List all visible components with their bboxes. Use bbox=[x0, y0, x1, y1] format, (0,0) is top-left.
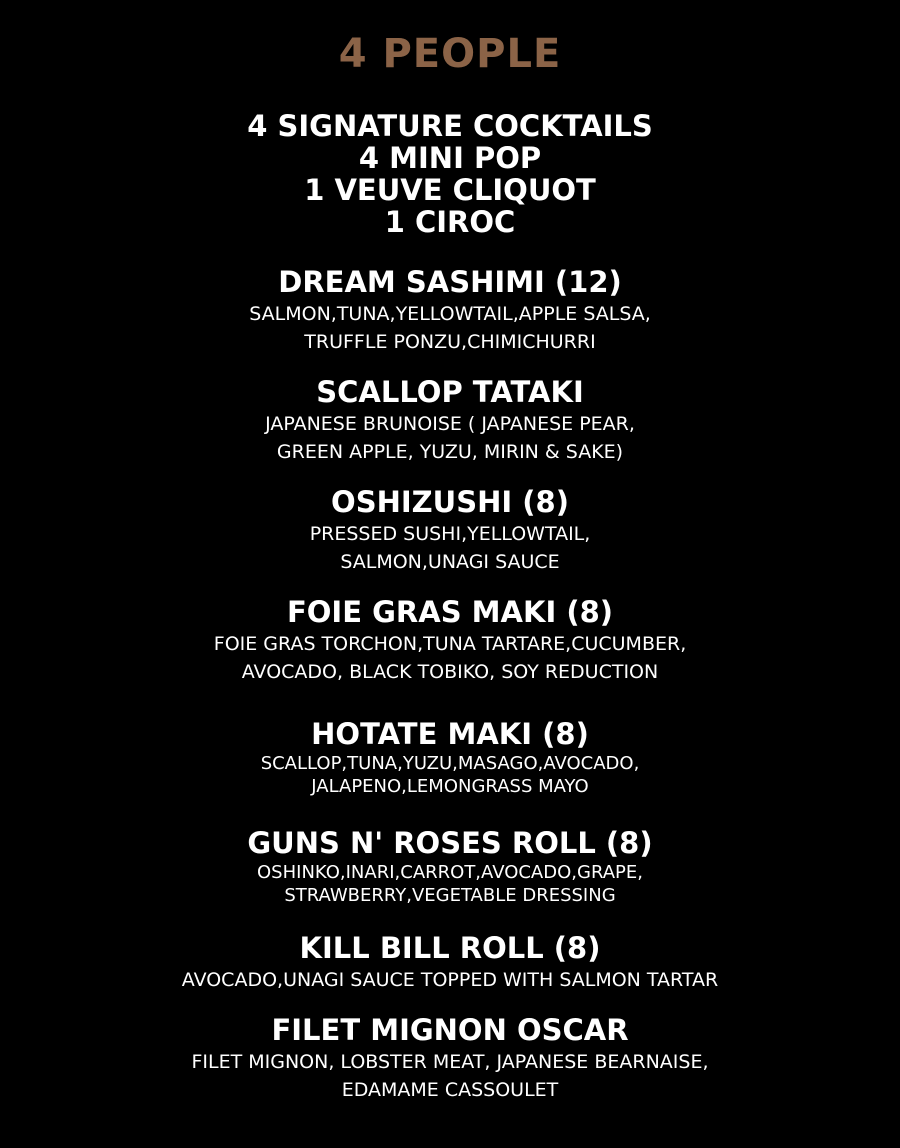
dish-guns-n-roses-roll bbox=[0, 825, 900, 907]
dish-name: GUNS N' ROSES ROLL (8) bbox=[247, 826, 653, 860]
dish-kill-bill-roll bbox=[0, 930, 900, 994]
dish-description: SALMON,UNAGI SAUCE bbox=[340, 551, 560, 573]
page-title: 4 PEOPLE bbox=[338, 31, 562, 77]
dish-description: GREEN APPLE, YUZU, MIRIN & SAKE) bbox=[276, 441, 624, 463]
drink-item: 4 MINI POP bbox=[358, 141, 542, 175]
dish-description: SCALLOP,TUNA,YUZU,MASAGO,AVOCADO, bbox=[260, 753, 640, 774]
drink-item: 1 CIROC bbox=[384, 205, 516, 239]
dish-name: SCALLOP TATAKI bbox=[316, 375, 584, 409]
dish-name: KILL BILL ROLL (8) bbox=[299, 931, 601, 965]
dish-description: JALAPENO,LEMONGRASS MAYO bbox=[311, 776, 589, 797]
dish-description: AVOCADO,UNAGI SAUCE TOPPED WITH SALMON TARTAR bbox=[181, 969, 719, 991]
dish-description: STRAWBERRY,VEGETABLE DRESSING bbox=[284, 885, 616, 906]
dish-filet-mignon-oscar bbox=[0, 1012, 900, 1104]
dish-description: JAPANESE BRUNOISE ( JAPANESE PEAR, bbox=[265, 413, 635, 435]
drink-item: 1 VEUVE CLIQUOT bbox=[304, 173, 596, 207]
dish-description: TRUFFLE PONZU,CHIMICHURRI bbox=[304, 331, 596, 353]
dish-description: OSHINKO,INARI,CARROT,AVOCADO,GRAPE, bbox=[257, 862, 643, 883]
dish-name: OSHIZUSHI (8) bbox=[331, 485, 569, 519]
dish-name: DREAM SASHIMI (12) bbox=[278, 265, 622, 299]
dish-description: FOIE GRAS TORCHON,TUNA TARTARE,CUCUMBER, bbox=[213, 633, 687, 655]
dish-name: FILET MIGNON OSCAR bbox=[271, 1013, 629, 1047]
drink-item: 4 SIGNATURE COCKTAILS bbox=[247, 109, 653, 143]
dish-description: AVOCADO, BLACK TOBIKO, SOY REDUCTION bbox=[241, 661, 659, 683]
dish-hotate-maki bbox=[0, 716, 900, 798]
dish-oshizushi bbox=[0, 484, 900, 576]
dish-name: FOIE GRAS MAKI (8) bbox=[286, 595, 614, 629]
drinks-list bbox=[0, 110, 900, 238]
dish-name: HOTATE MAKI (8) bbox=[311, 717, 589, 751]
dish-description: FILET MIGNON, LOBSTER MEAT, JAPANESE BEARNAISE, bbox=[191, 1051, 709, 1073]
dish-description: EDAMAME CASSOULET bbox=[341, 1079, 559, 1101]
dish-description: SALMON,TUNA,YELLOWTAIL,APPLE SALSA, bbox=[249, 303, 651, 325]
dish-foie-gras-maki bbox=[0, 594, 900, 686]
dish-scallop-tataki bbox=[0, 374, 900, 466]
dish-description: PRESSED SUSHI,YELLOWTAIL, bbox=[309, 523, 591, 545]
dish-dream-sashimi bbox=[0, 264, 900, 356]
